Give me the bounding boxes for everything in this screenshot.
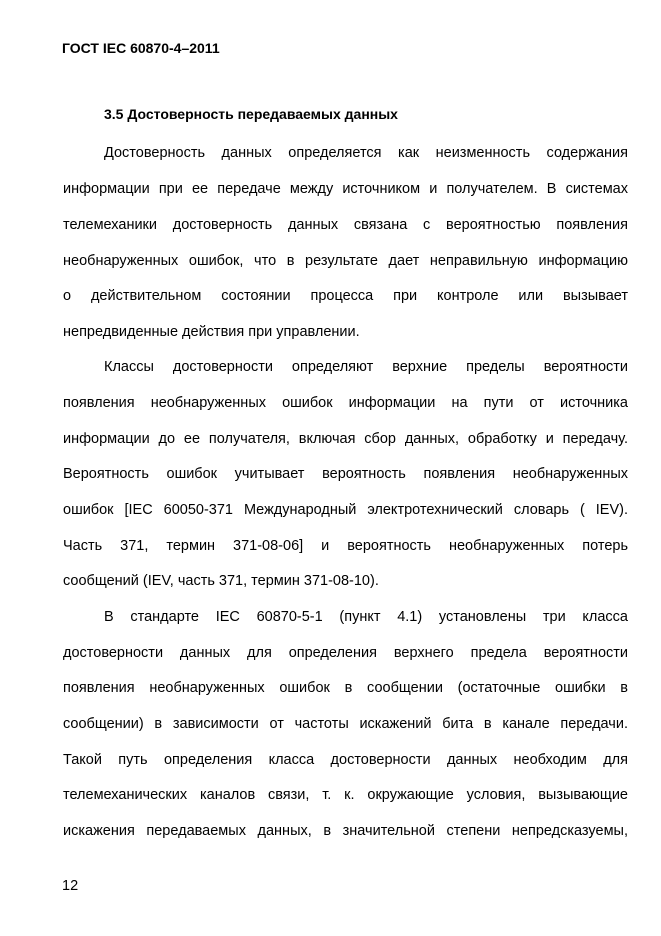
page-number: 12 xyxy=(62,878,79,894)
text-line: информации до ее получателя, включая сбор данных, обработку и передачу. xyxy=(63,431,628,447)
text-line: о действительном состоянии процесса при контроле или вызывает xyxy=(63,288,628,304)
text-line: ошибок [IEC 60050-371 Международный электротехнический словарь ( IEV). xyxy=(63,502,628,518)
text-line: Часть 371, термин 371-08-06] и вероятность необнаруженных потерь xyxy=(63,538,628,554)
text-line: сообщений (IEV, часть 371, термин 371-08-10). xyxy=(63,573,379,589)
text-line: информации при ее передаче между источником и получателем. В системах xyxy=(63,181,628,197)
text-line: необнаруженных ошибок, что в результате дает неправильную информацию xyxy=(63,253,628,269)
text-line: появления необнаруженных ошибок в сообщении (остаточные ошибки в xyxy=(63,680,628,696)
text-line: Такой путь определения класса достоверности данных необходим для xyxy=(63,752,628,768)
text-line: искажения передаваемых данных, в значительной степени непредсказуемы, xyxy=(63,823,628,839)
document-header: ГОСТ IEC 60870-4–2011 xyxy=(62,40,220,56)
text-line: Достоверность данных определяется как неизменность содержания xyxy=(104,145,628,161)
text-line: появления необнаруженных ошибок информации на пути от источника xyxy=(63,395,628,411)
text-line: Классы достоверности определяют верхние пределы вероятности xyxy=(104,359,628,375)
text-line: В стандарте IEC 60870-5-1 (пункт 4.1) установлены три класса xyxy=(104,609,628,625)
section-heading: 3.5 Достоверность передаваемых данных xyxy=(104,106,398,122)
text-line: достоверности данных для определения верхнего предела вероятности xyxy=(63,645,628,661)
text-line: телемеханики достоверность данных связана с вероятностью появления xyxy=(63,217,628,233)
text-line: непредвиденные действия при управлении. xyxy=(63,324,360,340)
text-line: сообщении) в зависимости от частоты искажений бита в канале передачи. xyxy=(63,716,628,732)
text-line: Вероятность ошибок учитывает вероятность появления необнаруженных xyxy=(63,466,628,482)
text-line: телемеханических каналов связи, т. к. окружающие условия, вызывающие xyxy=(63,787,628,803)
